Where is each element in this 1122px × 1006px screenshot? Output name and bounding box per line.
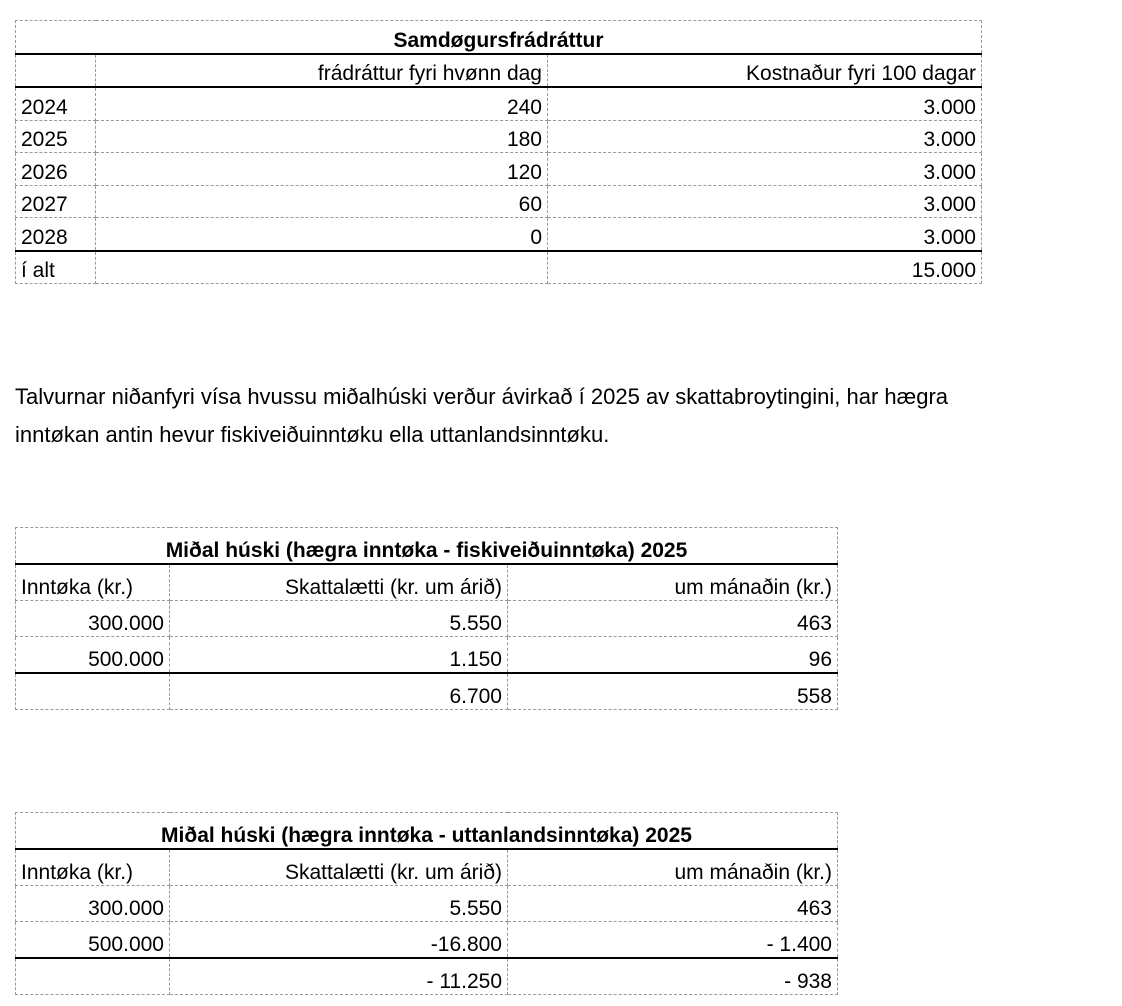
income-cell[interactable]: 300.000 <box>16 601 170 637</box>
year-cell[interactable]: 2026 <box>16 153 96 186</box>
table-row <box>16 87 982 120</box>
table-header-row <box>16 564 838 601</box>
year-cell[interactable]: 2024 <box>16 87 96 120</box>
income-cell[interactable]: 500.000 <box>16 922 170 959</box>
table-title-row <box>16 528 838 565</box>
header-cell[interactable]: um mánaðin (kr.) <box>508 564 838 601</box>
explanation-paragraph <box>15 378 1115 454</box>
explanation-line-1: Talvurnar niðanfyri vísa hvussu miðalhúski verður ávirkað í 2025 av skattabroytingini, har hægra <box>15 384 949 409</box>
header-cell[interactable] <box>16 54 96 88</box>
header-cell[interactable]: um mánaðin (kr.) <box>508 849 838 886</box>
value-cell[interactable]: 1.150 <box>170 637 508 674</box>
table-row <box>16 185 982 218</box>
value-cell[interactable]: 463 <box>508 886 838 922</box>
table-row <box>16 886 838 922</box>
income-cell[interactable]: 300.000 <box>16 886 170 922</box>
value-cell[interactable]: -16.800 <box>170 922 508 959</box>
value-cell[interactable]: 3.000 <box>548 87 982 120</box>
header-cell[interactable]: Kostnaður fyri 100 dagar <box>548 54 982 88</box>
total-row <box>16 673 838 710</box>
value-cell[interactable]: 3.000 <box>548 218 982 251</box>
income-cell[interactable] <box>16 958 170 995</box>
total-value-cell[interactable]: 6.700 <box>170 673 508 710</box>
table-row <box>16 922 838 959</box>
total-value-cell[interactable]: - 11.250 <box>170 958 508 995</box>
value-cell[interactable]: 5.550 <box>170 601 508 637</box>
table-row <box>16 218 982 251</box>
table-title: Miðal húski (hægra inntøka - fiskiveiðuinntøka) 2025 <box>16 528 838 565</box>
header-cell[interactable]: frádráttur fyri hvønn dag <box>96 54 548 88</box>
table-row <box>16 120 982 153</box>
total-value-cell[interactable]: - 938 <box>508 958 838 995</box>
value-cell[interactable]: 60 <box>96 185 548 218</box>
total-row <box>16 958 838 995</box>
total-label-cell[interactable]: í alt <box>16 251 96 284</box>
value-cell[interactable]: 3.000 <box>548 153 982 186</box>
value-cell[interactable]: 120 <box>96 153 548 186</box>
year-cell[interactable]: 2028 <box>16 218 96 251</box>
header-cell[interactable]: Skattalætti (kr. um árið) <box>170 564 508 601</box>
table-title: Samdøgursfrádráttur <box>16 21 982 54</box>
income-cell[interactable]: 500.000 <box>16 637 170 674</box>
table-row <box>16 601 838 637</box>
table-row <box>16 153 982 186</box>
header-cell[interactable]: Inntøka (kr.) <box>16 849 170 886</box>
value-cell[interactable]: 3.000 <box>548 120 982 153</box>
total-value-cell[interactable]: 15.000 <box>548 251 982 284</box>
table-header-row <box>16 54 982 88</box>
table-title-row <box>16 21 982 54</box>
header-cell[interactable]: Inntøka (kr.) <box>16 564 170 601</box>
value-cell[interactable]: 240 <box>96 87 548 120</box>
year-cell[interactable]: 2025 <box>16 120 96 153</box>
value-cell[interactable]: 96 <box>508 637 838 674</box>
table-header-row <box>16 849 838 886</box>
table-title-row <box>16 813 838 850</box>
fishing-income-table <box>15 527 838 710</box>
total-row <box>16 251 982 284</box>
total-value-cell[interactable]: 558 <box>508 673 838 710</box>
value-cell[interactable]: 463 <box>508 601 838 637</box>
value-cell[interactable]: - 1.400 <box>508 922 838 959</box>
value-cell[interactable] <box>96 251 548 284</box>
table-row <box>16 637 838 674</box>
value-cell[interactable]: 0 <box>96 218 548 251</box>
value-cell[interactable]: 180 <box>96 120 548 153</box>
value-cell[interactable]: 5.550 <box>170 886 508 922</box>
value-cell[interactable]: 3.000 <box>548 185 982 218</box>
income-cell[interactable] <box>16 673 170 710</box>
header-cell[interactable]: Skattalætti (kr. um árið) <box>170 849 508 886</box>
foreign-income-table <box>15 812 838 995</box>
deduction-table <box>15 20 982 284</box>
year-cell[interactable]: 2027 <box>16 185 96 218</box>
table-title: Miðal húski (hægra inntøka - uttanlandsinntøka) 2025 <box>16 813 838 850</box>
explanation-line-2: inntøkan antin hevur fiskiveiðuinntøku ella uttanlandsinntøku. <box>15 422 610 447</box>
